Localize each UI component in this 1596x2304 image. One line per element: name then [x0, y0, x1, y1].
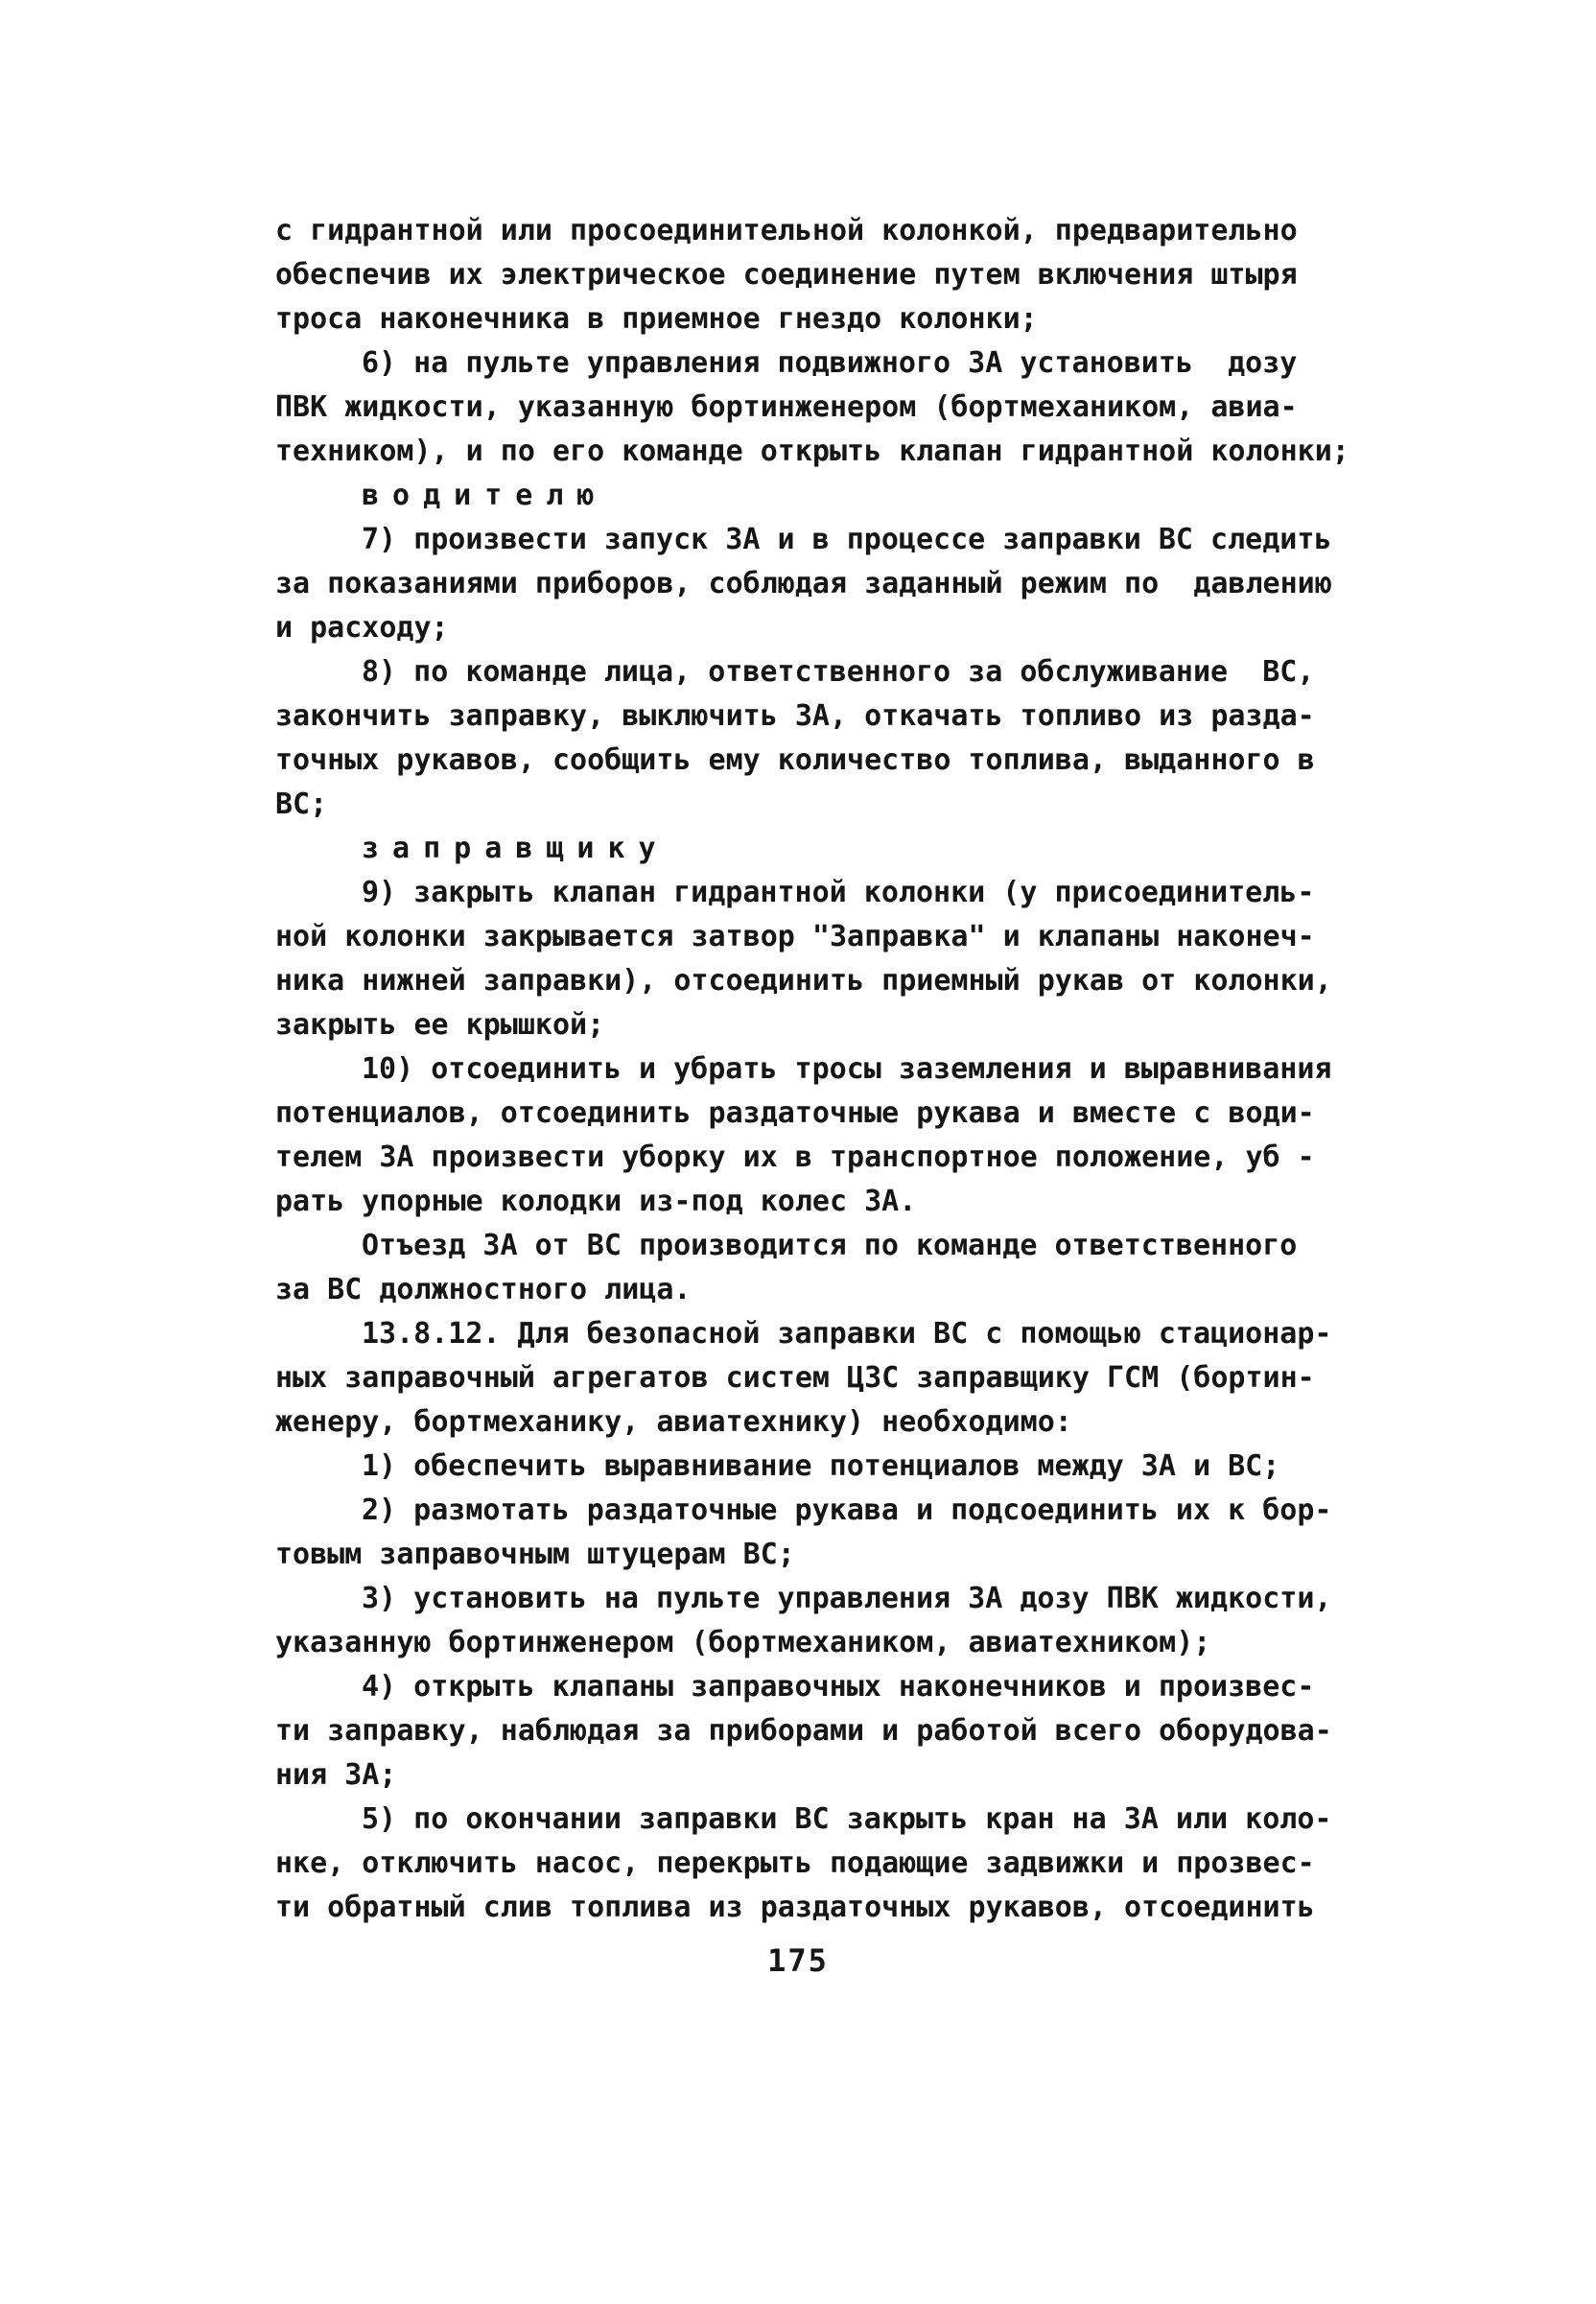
text-line: ВС;: [275, 788, 328, 821]
text-line: ной колонки закрывается затвор "Заправка" и клапаны наконеч-: [275, 920, 1315, 953]
text-line: нке, отключить насос, перекрыть подающие задвижки и прозвес-: [275, 1846, 1315, 1880]
text-line: и расходу;: [275, 611, 449, 645]
list-item-6: 6) на пульте управления подвижного ЗА установить дозу: [362, 346, 1298, 380]
text-line: закончить заправку, выключить ЗА, откачать топливо из разда-: [275, 699, 1315, 733]
text-line: указанную бортинженером (бортмехаником, авиатехником);: [275, 1626, 1211, 1659]
text-line: ти заправку, наблюдая за приборами и работой всего оборудова-: [275, 1714, 1332, 1748]
text-line: троса наконечника в приемное гнездо колонки;: [275, 302, 1038, 336]
text-line: точных рукавов, сообщить ему количество топлива, выданного в: [275, 743, 1315, 777]
text-line: с гидрантной или просоединительной колонкой, предварительно: [275, 214, 1298, 247]
text-line: ния ЗА;: [275, 1758, 397, 1792]
text-line: рать упорные колодки из-под колес ЗА.: [275, 1185, 917, 1218]
section-heading-refueler: заправщику: [362, 832, 669, 865]
list-item-8: 8) по команде лица, ответственного за обслуживание ВС,: [362, 655, 1315, 689]
paragraph-departure: Отъезд ЗА от ВС производится по команде ответственного: [362, 1229, 1298, 1262]
text-line: товым заправочным штуцерам ВС;: [275, 1538, 795, 1571]
text-line: ника нижней заправки), отсоединить приемный рукав от колонки,: [275, 964, 1332, 998]
list-item-10: 10) отсоединить и убрать тросы заземления и выравнивания: [362, 1052, 1332, 1086]
list-item-3: 3) установить на пульте управления ЗА дозу ПВК жидкости,: [362, 1582, 1332, 1615]
list-item-4: 4) открыть клапаны заправочных наконечников и произвес-: [362, 1670, 1315, 1704]
text-line: ти обратный слив топлива из раздаточных рукавов, отсоединить: [275, 1891, 1315, 1924]
text-line: потенциалов, отсоединить раздаточные рукава и вместе с води-: [275, 1096, 1315, 1130]
list-item-9: 9) закрыть клапан гидрантной колонки (у присоединитель-: [362, 876, 1315, 909]
list-item-5: 5) по окончании заправки ВС закрыть кран на ЗА или коло-: [362, 1802, 1332, 1836]
list-item-1: 1) обеспечить выравнивание потенциалов между ЗА и ВС;: [362, 1449, 1280, 1483]
page-number: 175: [767, 1942, 829, 1979]
body-text: [275, 209, 1388, 1930]
clause-13-8-12: 13.8.12. Для безопасной заправки ВС с помощью стационар-: [362, 1317, 1332, 1351]
text-line: техником), и по его команде открыть клапан гидрантной колонки;: [275, 435, 1350, 468]
text-line: за показаниями приборов, соблюдая заданный режим по давлению: [275, 567, 1332, 600]
text-line: за ВС должностного лица.: [275, 1273, 692, 1306]
text-line: ных заправочный агрегатов систем ЦЗС заправщику ГСМ (бортин-: [275, 1361, 1315, 1395]
section-heading-driver: водителю: [362, 479, 608, 512]
text-line: женеру, бортмеханику, авиатехнику) необходимо:: [275, 1405, 1072, 1439]
text-line: обеспечив их электрическое соединение путем включения штыря: [275, 258, 1298, 292]
text-line: ПВК жидкости, указанную бортинженером (бортмехаником, авиа-: [275, 390, 1298, 424]
text-line: телем ЗА произвести уборку их в транспортное положение, уб -: [275, 1140, 1315, 1174]
list-item-7: 7) произвести запуск ЗА и в процессе заправки ВС следить: [362, 523, 1332, 556]
text-line: закрыть ее крышкой;: [275, 1008, 605, 1042]
list-item-2: 2) размотать раздаточные рукава и подсоединить их к бор-: [362, 1493, 1332, 1527]
